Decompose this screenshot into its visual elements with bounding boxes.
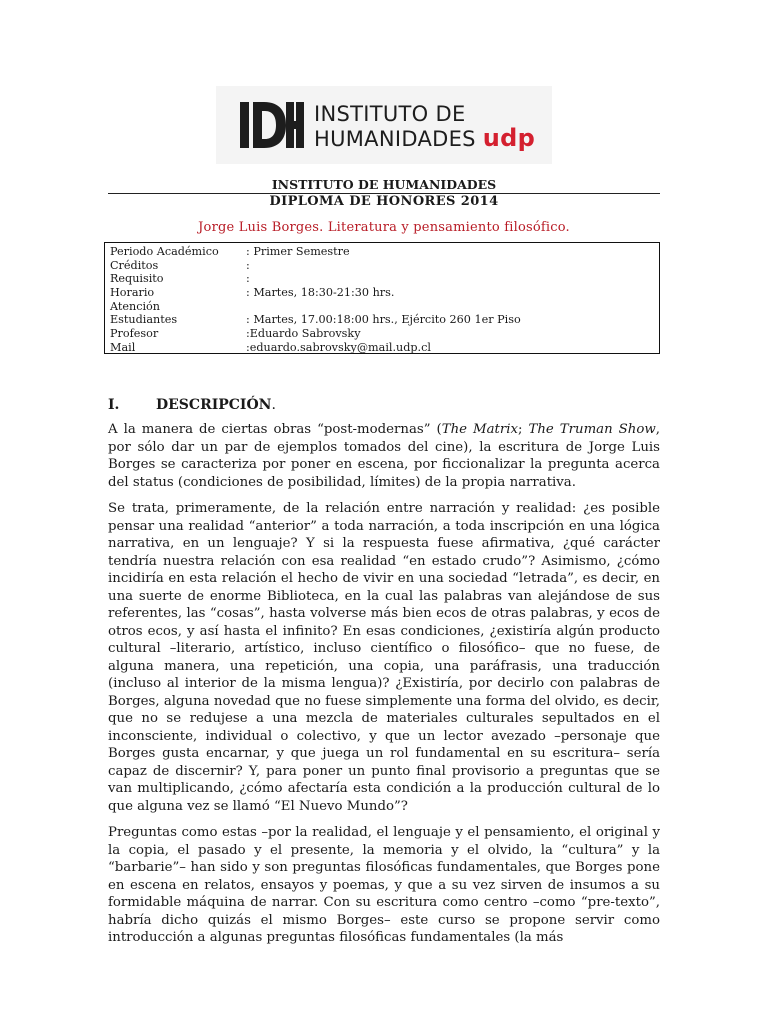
info-label: Créditos	[110, 258, 159, 272]
info-row-atencion	[105, 300, 659, 314]
info-label: Estudiantes	[110, 313, 178, 327]
idh-logo-mark	[240, 102, 304, 148]
logo-text-line1: INSTITUTO DE	[314, 102, 466, 126]
info-label: Atención	[110, 299, 160, 313]
paragraph-1-text-c: , por sólo dar un par de ejemplos tomados del cine), la escritura de Jorge Luis Borges se caracteriza por poner en escena, por ficcionalizar la pregunta acerca del status (condiciones de posibilidad, límites) de la propia narrativa.	[108, 422, 660, 490]
info-label: Profesor	[110, 327, 159, 341]
info-row-requisito	[105, 272, 659, 286]
logo-text-line2	[314, 124, 535, 152]
institute-logo	[216, 86, 552, 164]
info-value: : Martes, 17.00:18:00 hrs., Ejército 260 1er Piso	[246, 313, 521, 327]
section-period: .	[271, 397, 276, 413]
paragraph-1-text-a: A la manera de ciertas obras “post-modernas” (	[108, 422, 442, 437]
info-value: :Eduardo Sabrovsky	[246, 327, 361, 341]
info-row-mail	[105, 341, 659, 355]
section-title: DESCRIPCIÓN	[156, 397, 272, 413]
info-label: Horario	[110, 286, 155, 300]
info-value: :eduardo.sabrovsky@mail.udp.cl	[246, 340, 431, 354]
logo-udp: udp	[482, 124, 536, 152]
description-body	[108, 421, 660, 956]
info-label: Mail	[110, 340, 136, 354]
info-value: : Martes, 18:30-21:30 hrs.	[246, 286, 395, 300]
logo-text-humanidades: HUMANIDADES	[314, 127, 476, 151]
info-label: Periodo Académico	[110, 245, 219, 258]
course-title: Jorge Luis Borges. Literatura y pensamiento filosófico.	[198, 220, 570, 235]
info-label: Requisito	[110, 272, 164, 286]
section-heading	[108, 397, 276, 413]
info-value: :	[246, 258, 250, 272]
paragraph-1-text-b: ;	[518, 422, 529, 437]
info-row-periodo	[105, 245, 659, 259]
paragraph-1	[108, 421, 660, 491]
info-value: : Primer Semestre	[246, 245, 350, 258]
course-info-table	[104, 242, 660, 354]
section-number: I.	[108, 397, 120, 413]
institute-heading: INSTITUTO DE HUMANIDADES	[271, 177, 497, 192]
paragraph-3: Preguntas como estas –por la realidad, el lenguaje y el pensamiento, el original y la copia, el pasado y el presente, la memoria y el olvido, la “cultura” y la “barbarie”– han sido y son preguntas filosóficas fundamentales, que Borges pone en escena en relatos, ensayos y poemas, y que a su vez sirven de insumos a su formidable máquina de narrar. Con su escritura como centro –como “pre-texto”, habría dicho quizás el mismo Borges– este curso se propone servir como introducción a algunas preguntas filosóficas fundamentales (la más	[108, 825, 660, 945]
info-value: :	[246, 272, 250, 286]
info-row-estudiantes	[105, 313, 659, 327]
film-title-matrix: The Matrix	[441, 422, 518, 437]
film-title-truman-show: The Truman Show	[528, 422, 656, 437]
info-row-horario	[105, 286, 659, 300]
paragraph-2: Se trata, primeramente, de la relación entre narración y realidad: ¿es posible pensar una realidad “anterior” a toda narración, a toda inscripción en una lógica narrativa, en un lenguaje? Y si la respuesta fuese afirmativa, ¿qué carácter tendría nuestra relación con esa realidad “en estado crudo”? Asimismo, ¿cómo incidiría en esta relación el hecho de vivir en una sociedad “letrada”, es decir, en una suerte de enorme Biblioteca, en la cual las palabras van alejándose de sus referentes, las “cosas”, hasta volverse más bien ecos de otras palabras, y ecos de otros ecos, y así hasta el infinito? En esas condiciones, ¿existiría algún producto cultural –literario, artístico, incluso científico o filosófico– que no fuese, de alguna manera, una repetición, una copia, una paráfrasis, una traducción (incluso al interior de la misma lengua)? ¿Existiría, por decirlo con palabras de Borges, alguna novedad que no fuese simplemente una forma del olvido, es decir, que no se redujese a una mezcla de materiales culturales sepultados en el inconsciente, individual o colectivo, y que un lector avezado –personaje que Borges gusta encarnar, y que juega un rol fundamental en su escritura– sería capaz de discernir? Y, para poner un punto final provisorio a preguntas que se van multiplicando, ¿cómo afectaría esta condición a la producción cultural de lo que alguna vez se llamó “El Nuevo Mundo”?	[108, 501, 660, 814]
diploma-heading: DIPLOMA DE HONORES 2014	[269, 194, 499, 209]
info-row-creditos	[105, 259, 659, 273]
info-row-profesor	[105, 327, 659, 341]
